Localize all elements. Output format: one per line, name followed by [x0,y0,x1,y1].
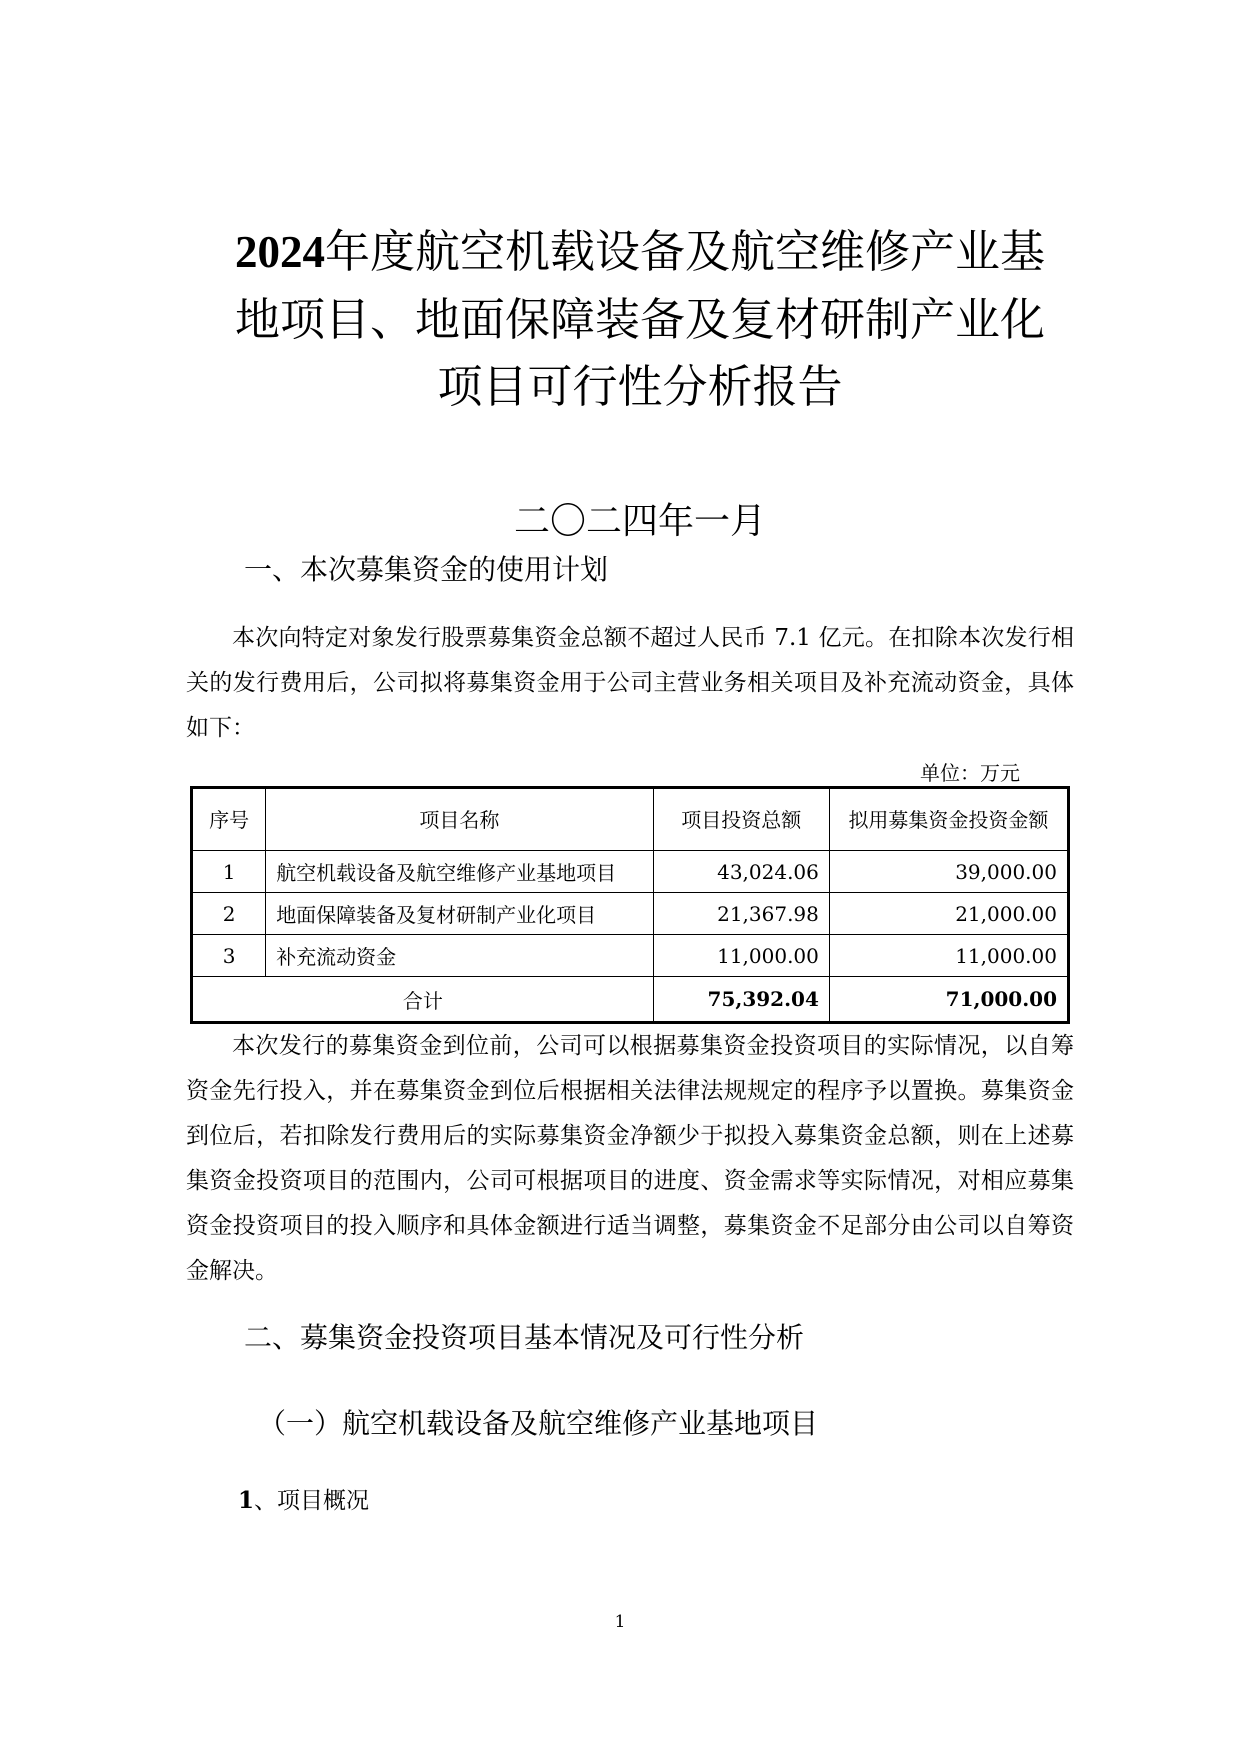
page-number: 1 [614,1612,626,1632]
section1-intro: 本次向特定对象发行股票募集资金总额不超过人民币 7.1 亿元。在扣除本次发行相关的发行费用后，公司拟将募集资金用于公司主营业务相关项目及补充流动资金，具体如下： [186,625,1074,741]
sum-raise: 71,000.00 [829,977,1068,1023]
section1-heading: 一、本次募集资金的使用计划 [244,553,609,586]
row-no: 3 [192,935,266,977]
title-line2: 地项目、地面保障装备及复材研制产业化 [234,293,1045,346]
sub-number: 1 [238,1487,255,1514]
row-raise: 39,000.00 [829,851,1068,893]
sum-total: 75,392.04 [653,977,829,1023]
row-name: 地面保障装备及复材研制产业化项目 [266,893,653,935]
title-year: 2024 [234,227,325,277]
row-raise: 21,000.00 [829,893,1068,935]
sum-label: 合计 [192,977,654,1023]
row-no: 1 [192,851,266,893]
table-unit: 单位：万元 [920,761,1020,785]
report-title [186,218,1094,420]
header-raise: 拟用募集资金投资金额 [829,788,1068,851]
row-no: 2 [192,893,266,935]
row-total: 43,024.06 [653,851,829,893]
header-total: 项目投资总额 [653,788,829,851]
title-line1: 年度航空机载设备及航空维修产业基 [324,225,1045,278]
section2-sub1: （一）航空机载设备及航空维修产业基地项目 [258,1407,819,1440]
section2-heading: 二、募集资金投资项目基本情况及可行性分析 [244,1321,805,1354]
table-header-row [192,788,1069,851]
title-line3: 项目可行性分析报告 [437,360,843,413]
sub-text: 、项目概况 [254,1488,370,1514]
table-row [192,851,1069,893]
section2-sub1-1 [238,1486,369,1516]
row-total: 21,367.98 [653,893,829,935]
table-row [192,893,1069,935]
table-row [192,935,1069,977]
row-total: 11,000.00 [653,935,829,977]
funds-table [190,786,1070,1024]
row-raise: 11,000.00 [829,935,1068,977]
row-name: 航空机载设备及航空维修产业基地项目 [266,851,653,893]
header-no: 序号 [192,788,266,851]
section1-after: 本次发行的募集资金到位前，公司可以根据募集资金投资项目的实际情况，以自筹资金先行投入，并在募集资金到位后根据相关法律法规规定的程序予以置换。募集资金到位后，若扣除发行费用后的实际募集资金净额少于拟投入募集资金总额，则在上述募集资金投资项目的范围内，公司可根据项目的进度、资金需求等实际情况，对相应募集资金投资项目的投入顺序和具体金额进行适当调整，募集资金不足部分由公司以自筹资金解决。 [186,1033,1074,1284]
report-date: 二〇二四年一月 [513,501,766,542]
row-name: 补充流动资金 [266,935,653,977]
table-sum-row [192,977,1069,1023]
header-name: 项目名称 [266,788,653,851]
